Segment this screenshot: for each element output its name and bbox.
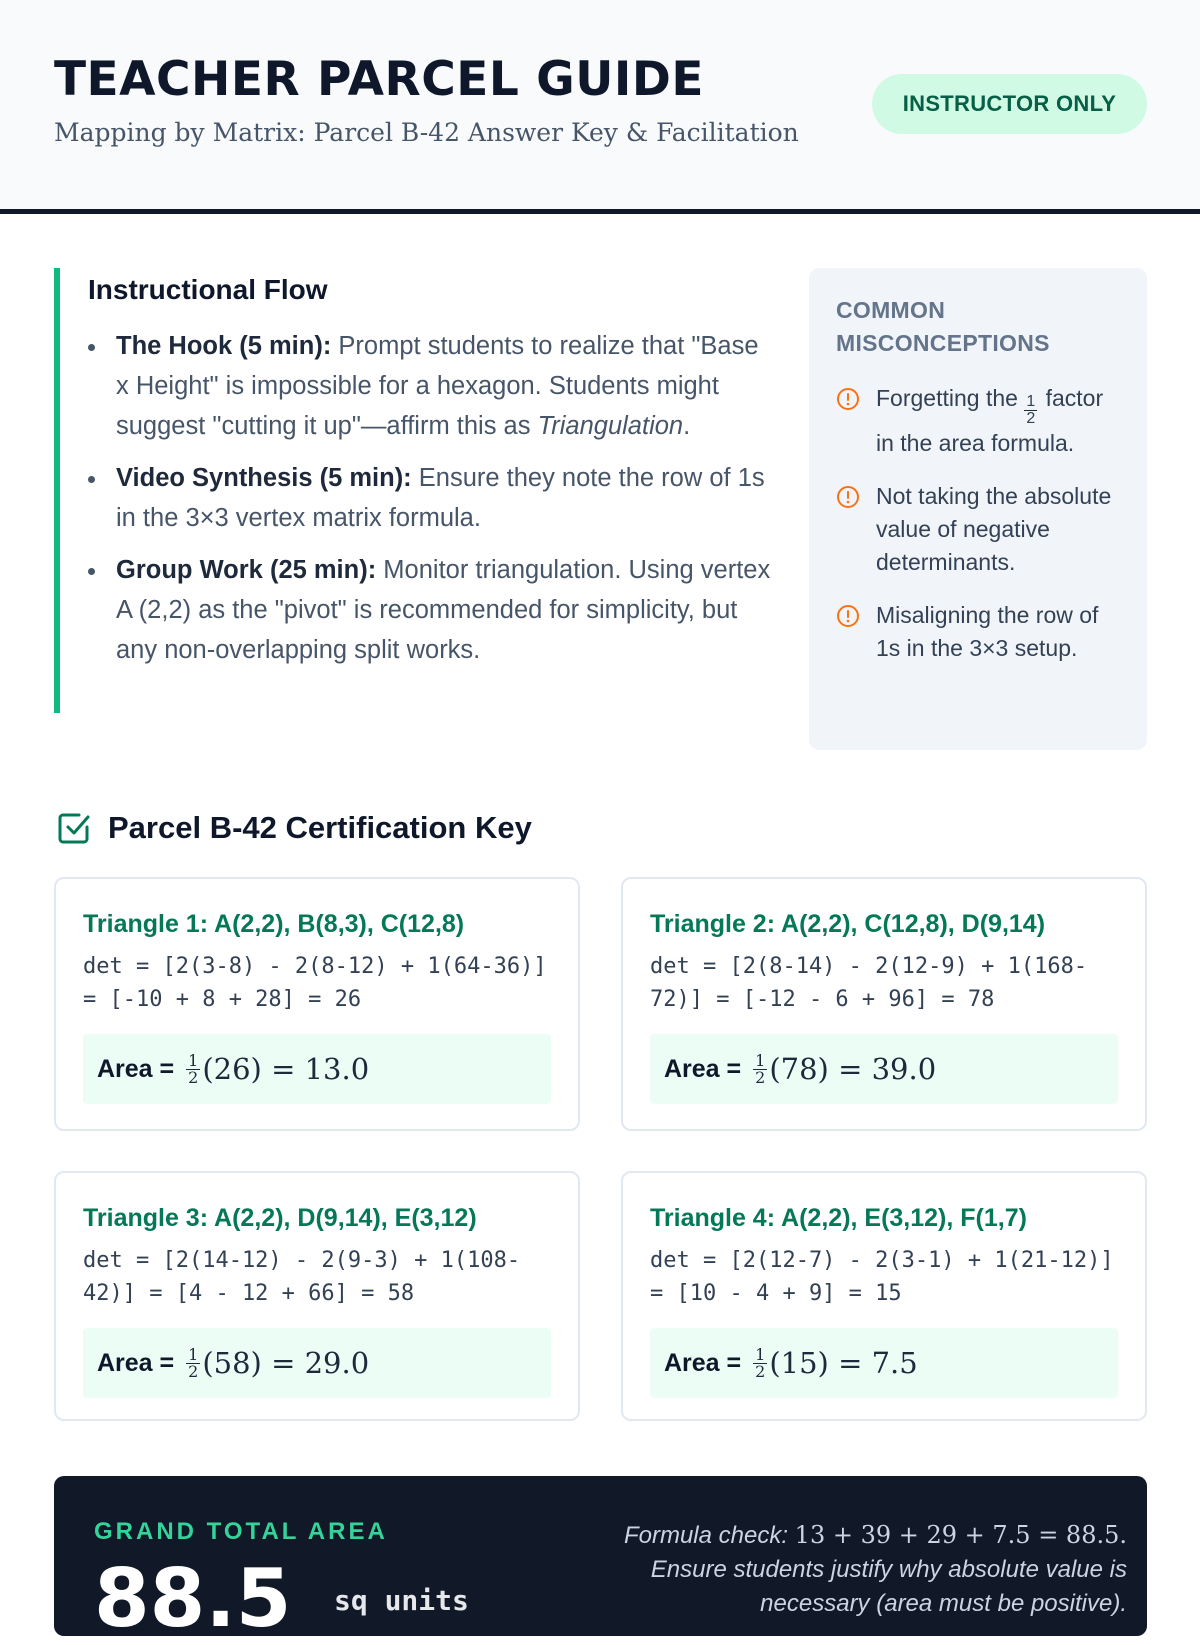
area-result <box>650 1034 1118 1104</box>
flow-item-label: The Hook (5 min): <box>116 332 332 360</box>
triangle-title: Triangle 1: A(2,2), B(8,3), C(12,8) <box>83 910 465 938</box>
one-half-fraction <box>186 1344 200 1381</box>
area-formula <box>753 1346 918 1380</box>
area-result <box>650 1328 1118 1398</box>
grand-total-label: GRAND TOTAL AREA <box>94 1518 388 1545</box>
determinant-value: (26) <box>202 1052 262 1086</box>
fraction-numerator: 1 <box>188 1344 199 1364</box>
misconception-text: Forgetting the <box>876 385 1025 411</box>
formula-check-note <box>602 1518 1127 1621</box>
area-result <box>83 1034 551 1104</box>
flow-item-text-end: . <box>683 412 691 440</box>
page-title: TEACHER PARCEL GUIDE <box>54 52 704 107</box>
area-value: = 13.0 <box>271 1052 370 1086</box>
triangle-title: Triangle 3: A(2,2), D(9,14), E(3,12) <box>83 1204 477 1232</box>
misconception-text: Misaligning the row of 1s in the 3×3 setup. <box>876 602 1099 661</box>
one-half-fraction <box>1024 394 1037 427</box>
misconception-text-end: factor in the area formula. <box>876 385 1104 456</box>
misconceptions-panel <box>809 268 1147 750</box>
area-formula <box>753 1052 936 1086</box>
flow-item-text: Prompt students to realize that "Base x Height" is impossible for a hexagon. Students might suggest "cutting it up"—affirm this as <box>116 332 759 440</box>
determinant-calculation: det = [2(14-12) - 2(9-3) + 1(108-42)] = [4 - 12 + 66] = 58 <box>83 1248 521 1306</box>
determinant-calculation: det = [2(12-7) - 2(3-1) + 1(21-12)] = [10 - 4 + 9] = 15 <box>650 1248 1114 1306</box>
formula-check-suffix: Ensure students justify why absolute value is necessary (area must be positive). <box>650 1556 1127 1617</box>
instructional-flow-title: Instructional Flow <box>88 274 328 305</box>
fraction-denominator: 2 <box>188 1361 199 1381</box>
one-half-fraction <box>753 1344 767 1381</box>
triangle-title: Triangle 4: A(2,2), E(3,12), F(1,7) <box>650 1204 1027 1232</box>
area-value: = 29.0 <box>271 1346 370 1380</box>
flow-item-hook <box>88 326 774 446</box>
triangle-card-4 <box>621 1171 1147 1421</box>
area-formula <box>186 1052 369 1086</box>
bullet-icon <box>88 344 95 351</box>
misconception-text: Not taking the absolute value of negative determinants. <box>876 483 1112 575</box>
instructional-flow-list <box>88 326 774 670</box>
bullet-icon <box>88 476 95 483</box>
alert-circle-icon <box>836 485 860 509</box>
grand-total-unit: sq units <box>334 1584 469 1617</box>
flow-item-group-work <box>88 550 774 670</box>
fraction-denominator: 2 <box>755 1067 766 1087</box>
flow-item-emphasis: Triangulation <box>537 412 684 440</box>
determinant-value: (15) <box>769 1346 829 1380</box>
area-label: Area = <box>97 1054 175 1083</box>
flow-item-label: Video Synthesis (5 min): <box>116 464 412 492</box>
fraction-numerator: 1 <box>188 1050 199 1070</box>
triangle-card-3 <box>54 1171 580 1421</box>
area-value: = 39.0 <box>838 1052 937 1086</box>
certification-key-title: Parcel B-42 Certification Key <box>108 810 532 845</box>
flow-item-text: Monitor triangulation. Using vertex A (2,2) as the "pivot" is recommended for simplicity, but any non-overlapping split works. <box>116 556 771 664</box>
triangle-title: Triangle 2: A(2,2), C(12,8), D(9,14) <box>650 910 1046 938</box>
check-square-icon <box>56 810 92 846</box>
misconceptions-list <box>836 382 1121 665</box>
area-label: Area = <box>664 1348 742 1377</box>
flow-item-video-synthesis <box>88 458 774 538</box>
triangle-card-1 <box>54 877 580 1131</box>
grand-total-panel <box>54 1476 1147 1645</box>
alert-circle-icon <box>836 387 860 411</box>
fraction-denominator: 2 <box>755 1361 766 1381</box>
triangle-card-2 <box>621 877 1147 1131</box>
fraction-numerator: 1 <box>1026 393 1036 410</box>
formula-check-prefix: Formula check: <box>623 1522 795 1549</box>
flow-item-label: Group Work (25 min): <box>116 556 377 584</box>
flow-item-text: Ensure they note the row of 1s in the 3×3 vertex matrix formula. <box>116 464 765 532</box>
page-subtitle: Mapping by Matrix: Parcel B-42 Answer Key & Facilitation <box>54 118 799 147</box>
area-result <box>83 1328 551 1398</box>
area-label: Area = <box>664 1054 742 1083</box>
fraction-numerator: 1 <box>755 1344 766 1364</box>
grand-total-value: 88.5 <box>94 1552 292 1645</box>
bullet-icon <box>88 568 95 575</box>
alert-circle-icon <box>836 604 860 628</box>
area-value: = 7.5 <box>838 1346 918 1380</box>
determinant-value: (78) <box>769 1052 829 1086</box>
certification-key-heading <box>56 808 532 848</box>
instructor-only-badge: INSTRUCTOR ONLY <box>872 74 1147 134</box>
misconception-item <box>836 599 1121 665</box>
instructional-flow-section <box>54 268 774 713</box>
page-header <box>0 0 1200 214</box>
fraction-denominator: 2 <box>1026 410 1036 427</box>
determinant-calculation: det = [2(3-8) - 2(8-12) + 1(64-36)] = [-10 + 8 + 28] = 26 <box>83 954 547 1012</box>
area-formula <box>186 1346 369 1380</box>
misconception-item <box>836 382 1121 460</box>
one-half-fraction <box>753 1050 767 1087</box>
fraction-numerator: 1 <box>755 1050 766 1070</box>
fraction-denominator: 2 <box>188 1067 199 1087</box>
misconception-item <box>836 480 1121 579</box>
formula-check-math: 13 + 39 + 29 + 7.5 = 88.5. <box>794 1521 1127 1549</box>
determinant-value: (58) <box>202 1346 262 1380</box>
misconceptions-title: COMMON MISCONCEPTIONS <box>836 297 1050 356</box>
one-half-fraction <box>186 1050 200 1087</box>
determinant-calculation: det = [2(8-14) - 2(12-9) + 1(168-72)] = [-12 - 6 + 96] = 78 <box>650 954 1088 1012</box>
area-label: Area = <box>97 1348 175 1377</box>
